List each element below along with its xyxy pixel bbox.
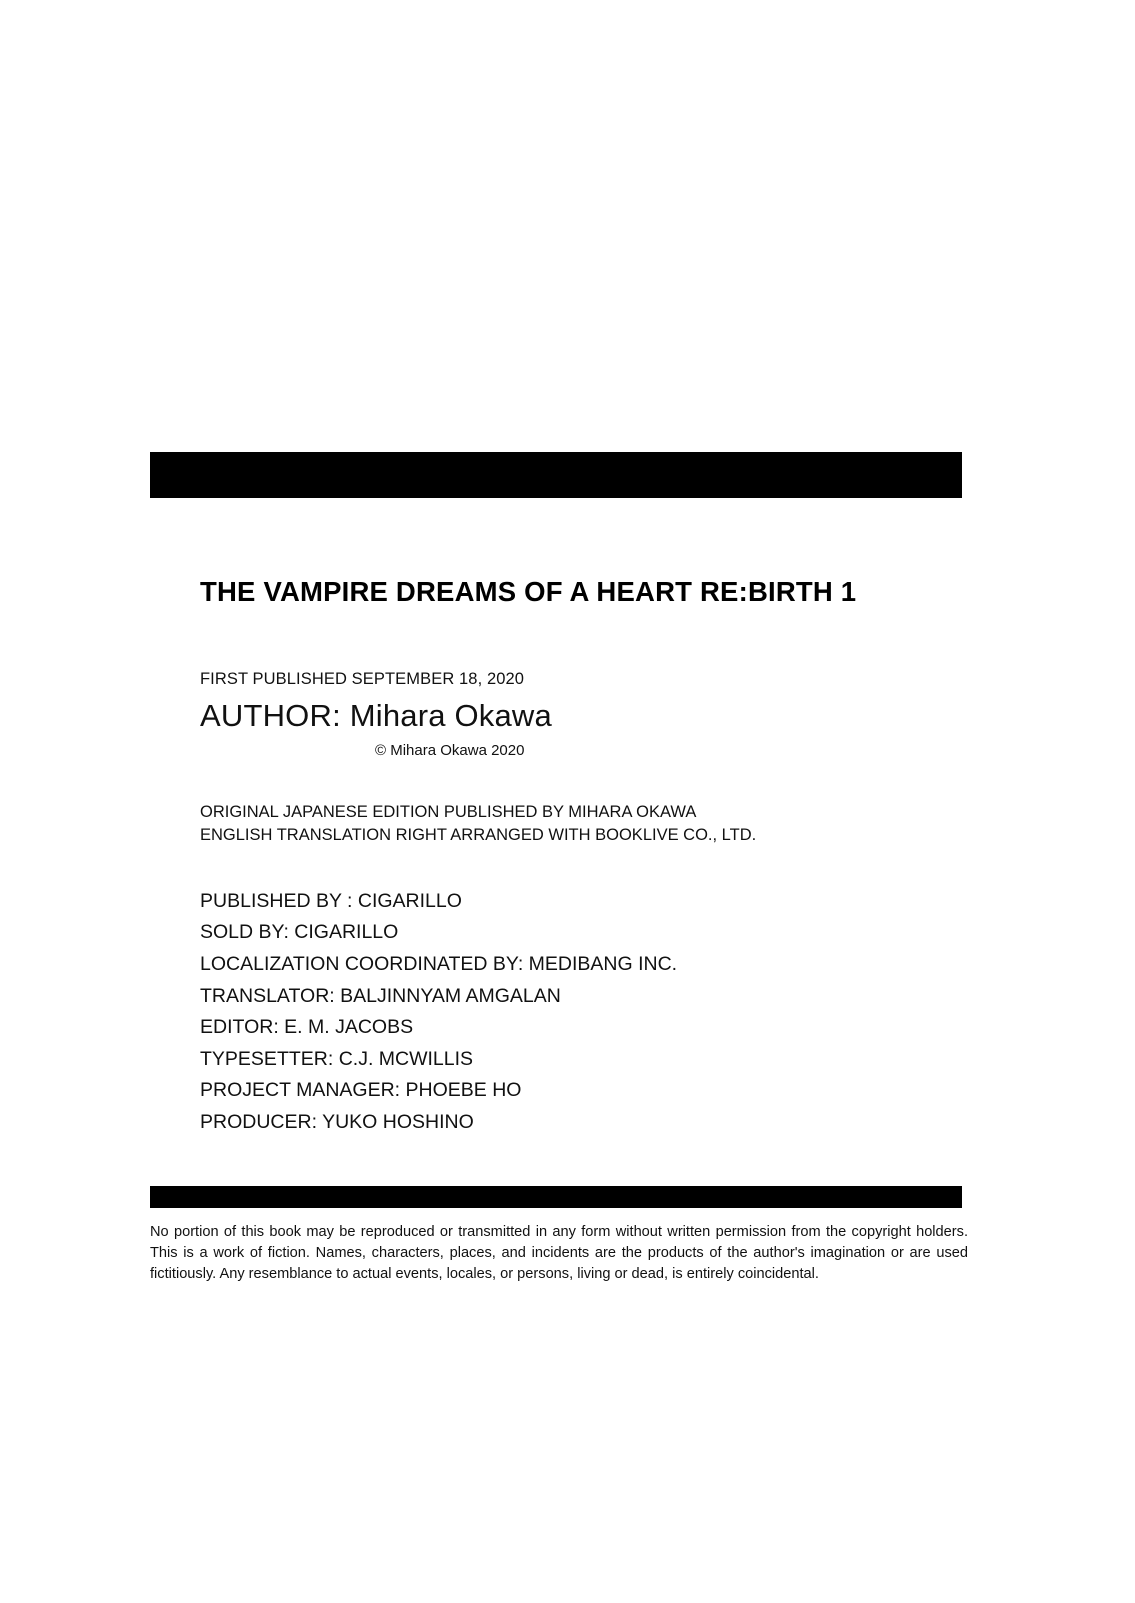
original-edition-block: [200, 801, 962, 848]
credit-line: TRANSLATOR: BALJINNYAM AMGALAN: [200, 984, 561, 1007]
original-edition-line-2: ENGLISH TRANSLATION RIGHT ARRANGED WITH BOOKLIVE CO., LTD.: [200, 826, 757, 845]
colophon-content: [150, 452, 968, 1285]
credit-line: EDITOR: E. M. JACOBS: [200, 1016, 414, 1039]
top-divider-bar: [150, 452, 962, 498]
copyright-line: © Mihara Okawa 2020: [375, 742, 525, 759]
credits-list: [200, 886, 962, 1139]
original-edition-line-1: ORIGINAL JAPANESE EDITION PUBLISHED BY MIHARA OKAWA: [200, 803, 697, 821]
credit-line: PROJECT MANAGER: PHOEBE HO: [200, 1079, 522, 1102]
author-line: AUTHOR: Mihara Okawa: [200, 698, 552, 733]
page-title: THE VAMPIRE DREAMS OF A HEART RE:BIRTH 1: [200, 576, 857, 607]
first-published-date: FIRST PUBLISHED SEPTEMBER 18, 2020: [200, 670, 525, 688]
credit-line: TYPESETTER: C.J. MCWILLIS: [200, 1047, 474, 1070]
bottom-divider-bar: [150, 1186, 962, 1208]
publication-block: [200, 670, 962, 759]
credit-line: PUBLISHED BY : CIGARILLO: [200, 889, 462, 912]
credit-line: LOCALIZATION COORDINATED BY: MEDIBANG INC.: [200, 953, 678, 975]
credit-line: SOLD BY: CIGARILLO: [200, 921, 399, 944]
credit-line: PRODUCER: YUKO HOSHINO: [200, 1110, 474, 1133]
legal-disclaimer: No portion of this book may be reproduced or transmitted in any form without written permission from the copyright holders. This is a work of fiction. Names, characters, places, and incidents are the products of the author's imagination or are used fictitiously. Any resemblance to actual events, locales, or persons, living or dead, is entirely coincidental.: [150, 1224, 968, 1282]
